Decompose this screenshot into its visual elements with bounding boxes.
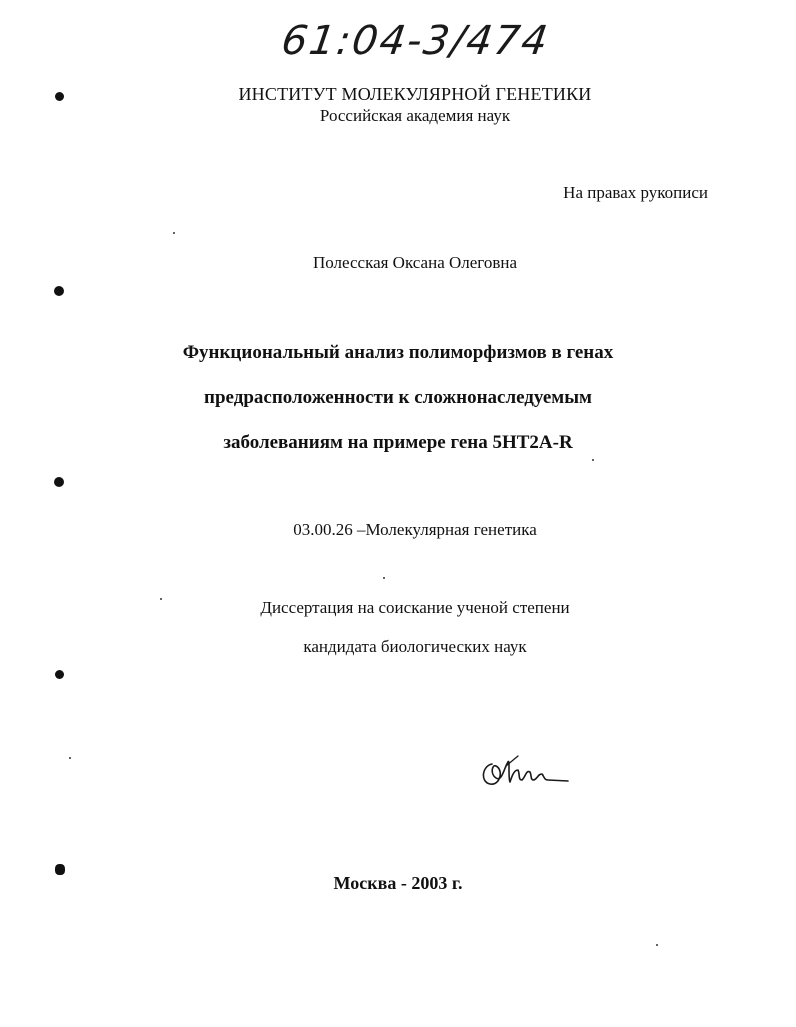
specialty-code: 03.00.26 –Молекулярная генетика — [293, 520, 537, 539]
title-line-2: предрасположенности к сложнонаследуемым — [204, 387, 592, 408]
binding-hole-mark — [54, 286, 64, 296]
author-signature — [478, 748, 574, 800]
rights-note: На правах рукописи — [563, 183, 708, 202]
scan-speck — [656, 944, 658, 946]
title-line-1: Функциональный анализ полиморфизмов в генах — [182, 342, 614, 363]
binding-hole-mark — [55, 92, 64, 101]
binding-hole-mark — [55, 864, 65, 875]
scan-speck — [383, 577, 385, 579]
dissertation-line-2: кандидата биологических наук — [303, 637, 527, 656]
archive-number-handwritten: 61:04-3/474 — [278, 18, 553, 64]
binding-hole-mark — [55, 670, 64, 679]
scan-speck — [69, 757, 71, 759]
author-name: Полесская Оксана Олеговна — [312, 253, 518, 272]
scan-speck — [160, 598, 162, 600]
dissertation-line-1: Диссертация на соискание ученой степени — [260, 598, 570, 617]
scan-speck — [592, 459, 594, 461]
academy-name: Российская академия наук — [319, 106, 511, 125]
city-year: Москва - 2003 г. — [333, 873, 463, 893]
title-line-3: заболеваниям на примере гена 5HT2A-R — [223, 432, 573, 453]
scan-speck — [173, 232, 175, 234]
binding-hole-mark — [54, 477, 64, 487]
institute-name: ИНСТИТУТ МОЛЕКУЛЯРНОЙ ГЕНЕТИКИ — [238, 84, 592, 104]
